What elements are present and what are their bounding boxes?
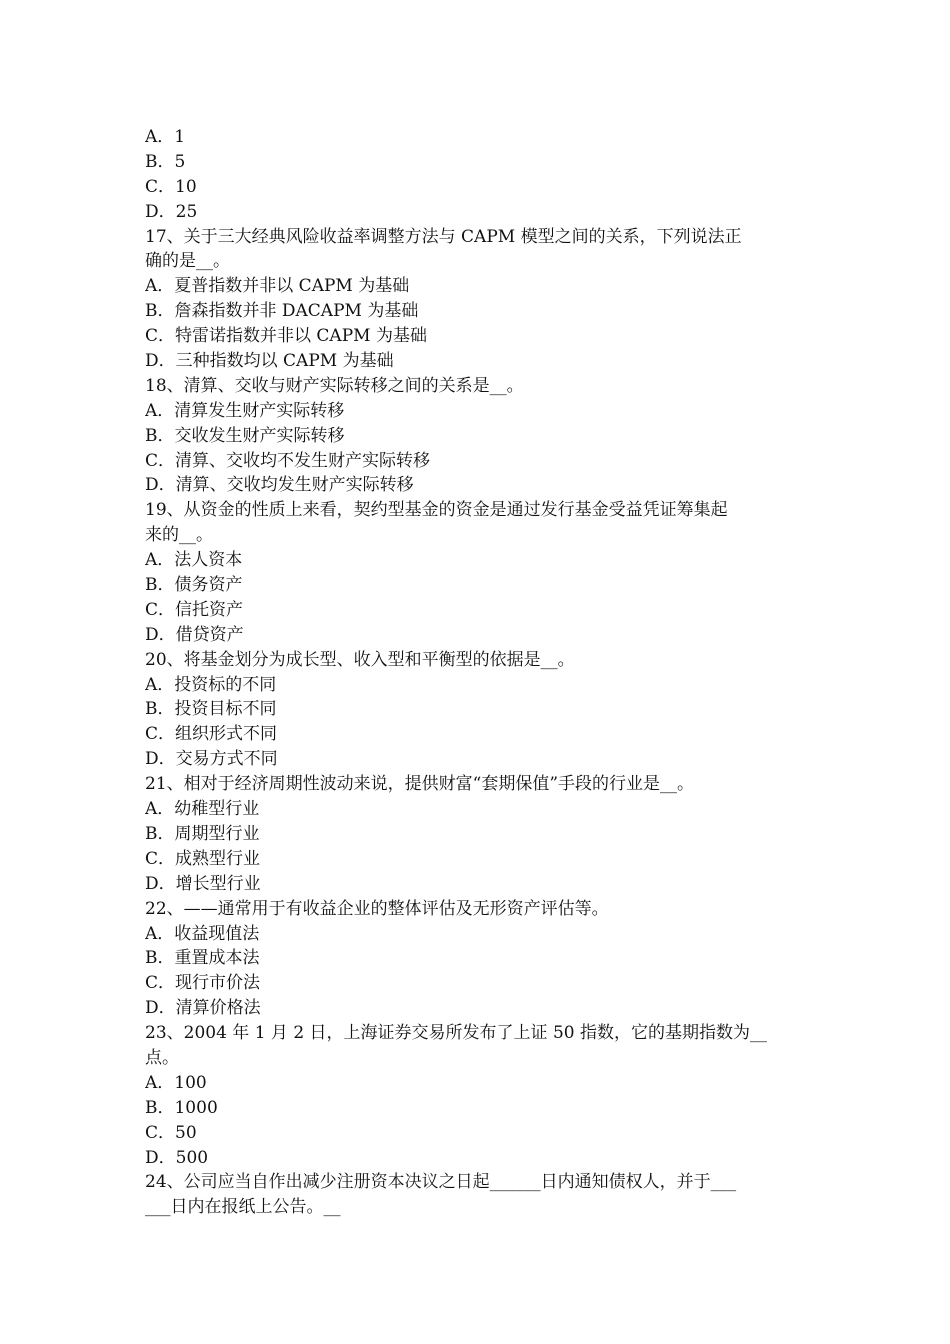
option-d: D．借贷资产 <box>145 624 244 645</box>
option-b: B．周期型行业 <box>145 823 260 844</box>
option-c: C．50 <box>145 1122 197 1143</box>
option-a: A．收益现值法 <box>145 923 260 944</box>
option-d: D．清算、交收均发生财产实际转移 <box>145 475 414 496</box>
option-b: B．债务资产 <box>145 575 243 596</box>
question-17: 17、关于三大经典风险收益率调整方法与 CAPM 模型之间的关系，下列说法正 <box>145 226 742 247</box>
question-19: 19、从资金的性质上来看，契约型基金的资金是通过发行基金受益凭证筹集起 <box>145 500 728 521</box>
option-d: D．500 <box>145 1147 209 1168</box>
option-d: D．三种指数均以 CAPM 为基础 <box>145 351 394 372</box>
option-c: C．组织形式不同 <box>145 724 278 745</box>
option-a: A．清算发生财产实际转移 <box>145 400 345 421</box>
option-b: B．交收发生财产实际转移 <box>145 425 345 446</box>
question-18: 18、清算、交收与财产实际转移之间的关系是__。 <box>145 375 524 396</box>
option-c: C．现行市价法 <box>145 973 261 994</box>
option-d: D．交易方式不同 <box>145 749 278 770</box>
option-a: A．100 <box>145 1072 207 1093</box>
option-c: C．信托资产 <box>145 599 244 620</box>
document-page <box>145 125 810 1220</box>
question-24: 24、公司应当自作出减少注册资本决议之日起______日内通知债权人，并于___ <box>145 1172 737 1193</box>
option-d: D．增长型行业 <box>145 873 261 894</box>
option-b: B．詹森指数并非 DACAPM 为基础 <box>145 301 419 322</box>
question-21: 21、相对于经济周期性波动来说，提供财富“套期保值”手段的行业是__。 <box>145 774 695 795</box>
question-22: 22、——通常用于有收益企业的整体评估及无形资产评估等。 <box>145 898 609 919</box>
option-a: A．夏普指数并非以 CAPM 为基础 <box>145 276 410 297</box>
question-17-cont: 确的是__。 <box>145 251 230 272</box>
option-a: A．1 <box>145 127 186 147</box>
question-19-cont: 来的__。 <box>145 525 213 546</box>
option-a: A．幼稚型行业 <box>145 799 260 820</box>
option-d: D．25 <box>145 201 198 222</box>
option-a: A．投资标的不同 <box>145 674 277 695</box>
question-23-cont: 点。 <box>145 1047 179 1068</box>
question-20: 20、将基金划分为成长型、收入型和平衡型的依据是__。 <box>145 649 575 670</box>
option-c: C．成熟型行业 <box>145 848 261 869</box>
question-24-cont: ___日内在报纸上公告。__ <box>145 1197 341 1218</box>
option-c: C．10 <box>145 176 197 197</box>
option-b: B．1000 <box>145 1097 218 1118</box>
option-b: B．重置成本法 <box>145 948 260 969</box>
option-d: D．清算价格法 <box>145 998 261 1019</box>
question-23: 23、2004 年 1 月 2 日，上海证券交易所发布了上证 50 指数，它的基期指数为__ <box>145 1023 767 1044</box>
option-b: B．投资目标不同 <box>145 699 277 720</box>
option-b: B．5 <box>145 151 186 172</box>
option-c: C．清算、交收均不发生财产实际转移 <box>145 450 431 471</box>
option-c: C．特雷诺指数并非以 CAPM 为基础 <box>145 326 427 347</box>
option-a: A．法人资本 <box>145 550 243 571</box>
